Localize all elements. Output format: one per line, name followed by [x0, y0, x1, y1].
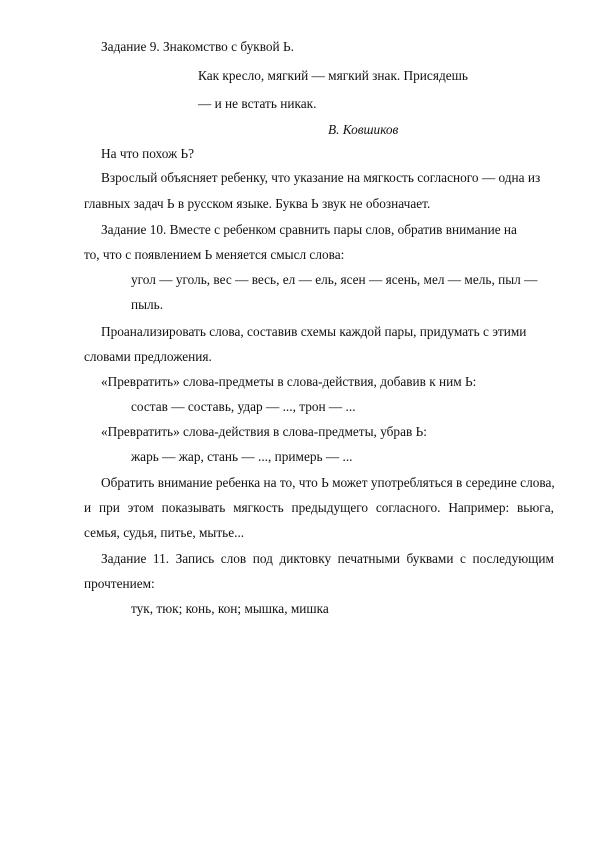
task10-intro-line-1: Задание 10. Вместе с ребенком сравнить пары слов, обратив внимание на	[101, 222, 517, 237]
word: при	[98, 500, 120, 515]
soft-sign-middle-line-2	[84, 500, 554, 516]
poem-line-1: Как кресло, мягкий — мягкий знак. Присядешь	[198, 68, 468, 83]
convert-verbs-examples: жарь — жар, стань — ..., примерь — ...	[131, 449, 353, 464]
word: и	[84, 500, 92, 515]
word: слов	[220, 551, 247, 566]
soft-sign-middle-line-1: Обратить внимание ребенка на то, что Ь может употребляться в середине слова,	[101, 475, 555, 490]
word: с	[460, 551, 466, 566]
word: под	[252, 551, 273, 566]
task11-examples: тук, тюк; конь, кон; мышка, мишка	[131, 601, 329, 616]
task11-line-1	[101, 551, 554, 567]
convert-nouns-to-verbs: «Превратить» слова-предметы в слова-действия, добавив к ним Ь:	[101, 374, 477, 389]
word: Запись	[175, 551, 215, 566]
task10-intro-line-2: то, что с появлением Ь меняется смысл слова:	[84, 247, 345, 262]
task9-title: Задание 9. Знакомство с буквой Ь.	[101, 39, 294, 54]
word: диктовку	[279, 551, 332, 566]
word: Например:	[448, 500, 510, 515]
word: показывать	[161, 500, 226, 515]
word: согласного.	[375, 500, 441, 515]
word: мягкость	[233, 500, 284, 515]
word: Задание	[101, 551, 147, 566]
word: последующим	[472, 551, 554, 566]
word: печатными	[337, 551, 400, 566]
word-pairs-line-1: угол — уголь, вес — весь, ел — ель, ясен — ясень, мел — мель, пыл —	[131, 272, 538, 287]
word-pairs-line-2: пыль.	[131, 297, 164, 312]
task9-explain-line-1: Взрослый объясняет ребенку, что указание на мягкость согласного — одна из	[101, 170, 541, 185]
soft-sign-middle-line-3: семья, судья, питье, мытье...	[84, 525, 245, 540]
task9-explain-line-2: главных задач Ь в русском языке. Буква Ь звук не обозначает.	[84, 196, 431, 211]
word: предыдущего	[291, 500, 369, 515]
poem-author: В. Ковшиков	[328, 122, 399, 137]
task9-question: На что похож Ь?	[101, 146, 195, 161]
convert-nouns-examples: состав — составь, удар — ..., трон — ...	[131, 399, 356, 414]
analyze-line-2: словами предложения.	[84, 349, 212, 364]
word: 11.	[152, 551, 170, 566]
poem-line-2: — и не встать никак.	[198, 96, 317, 111]
analyze-line-1: Проанализировать слова, составив схемы каждой пары, придумать с этими	[101, 324, 527, 339]
task11-line-2: прочтением:	[84, 576, 155, 591]
convert-verbs-to-nouns: «Превратить» слова-действия в слова-предметы, убрав Ь:	[101, 424, 427, 439]
word: буквами	[406, 551, 454, 566]
word: вьюга,	[517, 500, 554, 515]
word: этом	[127, 500, 154, 515]
